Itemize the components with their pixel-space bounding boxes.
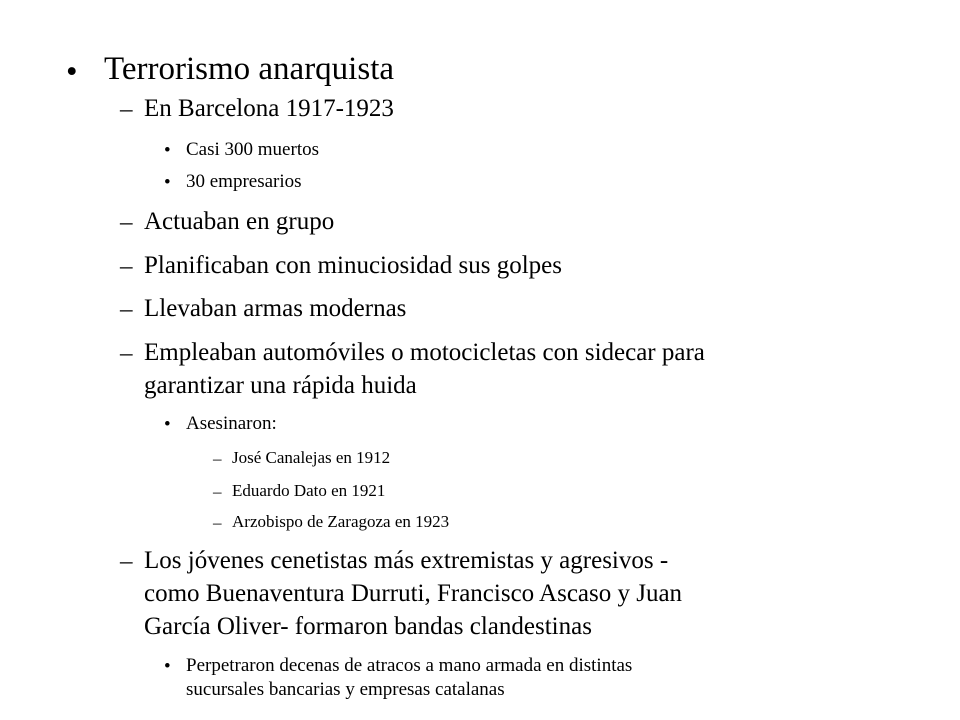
item-arzobispo: Arzobispo de Zaragoza en 1923 — [232, 512, 450, 531]
item-planificaban: Planificaban con minuciosidad sus golpes — [144, 252, 562, 279]
item-empresarios: 30 empresarios — [186, 171, 302, 192]
bullet-marker: • — [164, 414, 171, 435]
dash-marker: – — [120, 253, 133, 280]
dash-marker: – — [213, 449, 222, 468]
dash-marker: – — [120, 209, 133, 236]
item-automoviles-line1: Empleaban automóviles o motocicletas con sidecar para — [144, 339, 705, 366]
item-jovenes-line3: García Oliver- formaron bandas clandestinas — [144, 613, 592, 640]
bullet-marker: • — [164, 172, 171, 193]
dash-marker: – — [120, 296, 133, 323]
item-automoviles-line2: garantizar una rápida huida — [144, 372, 417, 399]
item-jovenes-line2: como Buenaventura Durruti, Francisco Ascaso y Juan — [144, 580, 683, 607]
item-jovenes-line1: Los jóvenes cenetistas más extremistas y agresivos - — [144, 547, 669, 574]
item-atracos-line1: Perpetraron decenas de atracos a mano armada en distintas — [186, 655, 633, 676]
slide-title: Terrorismo anarquista — [104, 51, 395, 87]
item-barcelona: En Barcelona 1917-1923 — [144, 95, 394, 122]
item-canalejas: José Canalejas en 1912 — [232, 448, 391, 467]
item-dato: Eduardo Dato en 1921 — [232, 481, 386, 500]
item-atracos-line2: sucursales bancarias y empresas catalanas — [186, 679, 505, 700]
dash-marker: – — [120, 340, 133, 367]
dash-marker: – — [213, 513, 222, 532]
item-asesinaron: Asesinaron: — [186, 413, 277, 434]
bullet-marker: • — [164, 656, 171, 677]
item-muertos: Casi 300 muertos — [186, 139, 319, 160]
item-armas: Llevaban armas modernas — [144, 295, 407, 322]
dash-marker: – — [213, 482, 222, 501]
bullet-marker: • — [164, 140, 171, 161]
dash-marker: – — [120, 548, 133, 575]
bullet-marker: • — [66, 54, 78, 90]
item-grupo: Actuaban en grupo — [144, 208, 335, 235]
dash-marker: – — [120, 96, 133, 123]
